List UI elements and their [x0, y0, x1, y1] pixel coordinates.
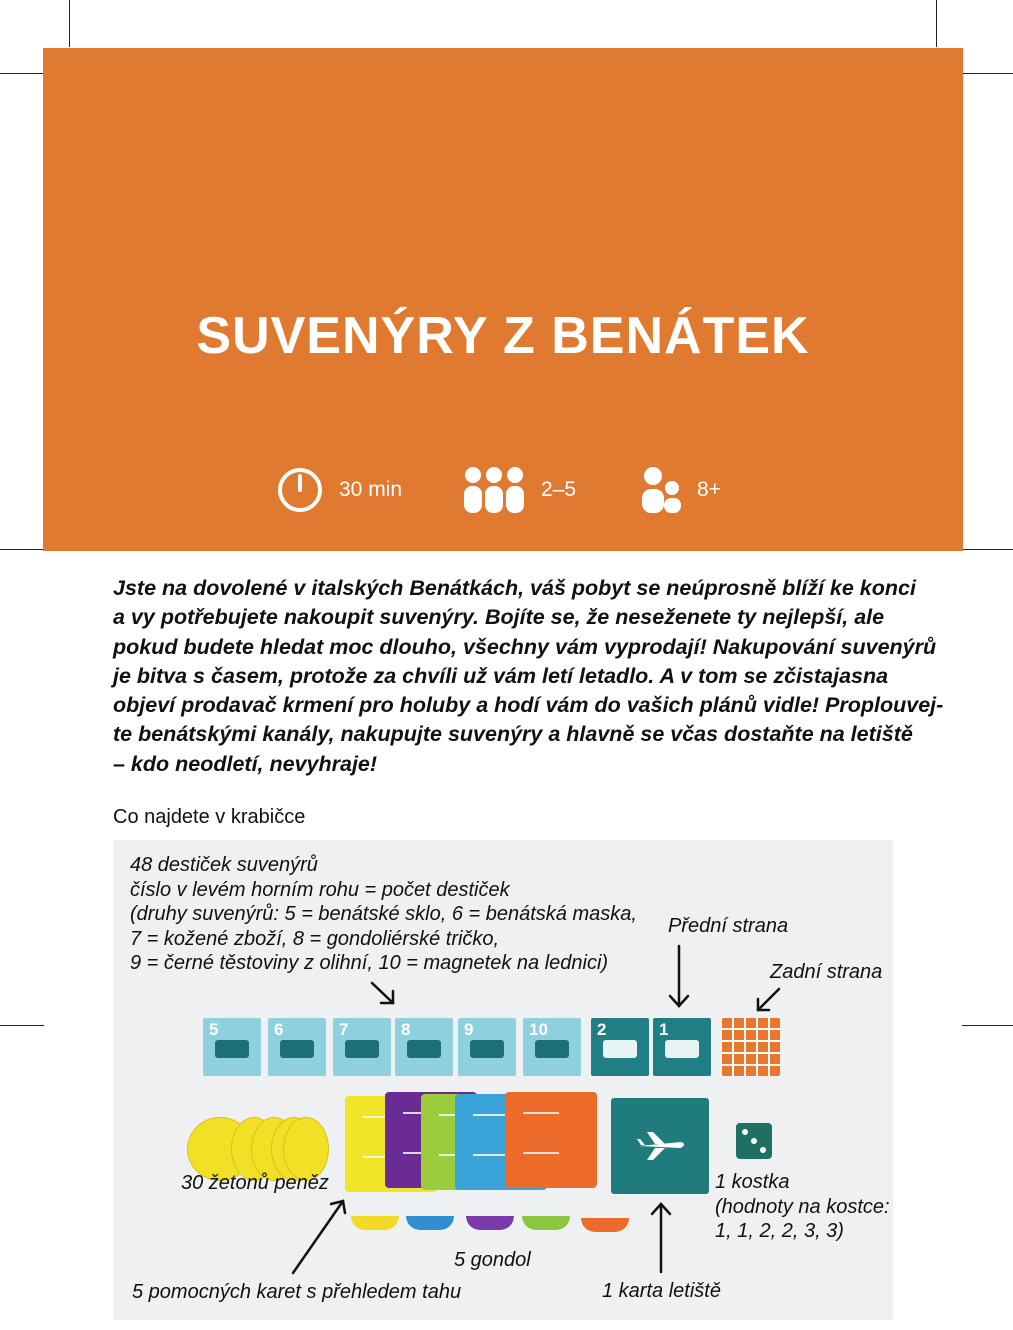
- page-title: SUVENÝRY Z BENÁTEK: [196, 307, 810, 365]
- souvenir-tile: 5: [203, 1018, 261, 1076]
- intro-line: je bitva s časem, protože za chvíli už vám letí letadlo. A v tom se zčistajasna: [113, 663, 889, 688]
- gondola: [406, 1216, 454, 1230]
- tile-back-side: [722, 1018, 780, 1076]
- crop-mark: [936, 0, 937, 47]
- intro-line: Jste na dovolené v italských Benátkách, váš pobyt se neúprosně blíží ke konci: [113, 576, 916, 600]
- play-time: [277, 460, 402, 520]
- back-side-caption: Zadní strana: [770, 961, 883, 983]
- player-age-value: 8+: [697, 478, 721, 501]
- souvenir-tile: 9: [458, 1018, 516, 1076]
- clock-icon: [277, 467, 323, 513]
- player-count-value: 2–5: [541, 478, 577, 501]
- airport-card: [611, 1098, 709, 1194]
- title-banner: [43, 48, 963, 551]
- die-caption: 1 kostka (hodnoty na kostce: 1, 1, 2, 2, 3, 3): [715, 1171, 890, 1242]
- crop-mark: [0, 549, 44, 550]
- crop-mark: [962, 549, 1013, 550]
- front-side-caption: Přední strana: [668, 915, 789, 937]
- airplane-icon: [611, 1098, 709, 1194]
- crop-mark: [962, 1025, 1013, 1026]
- gondolas-caption: 5 gondol: [454, 1249, 531, 1271]
- player-count: [463, 460, 576, 520]
- intro-line: – kdo neodletí, nevyhraje!: [113, 751, 378, 776]
- intro-line: pokud budete hledat moc dlouho, všechny vám vyprodají! Nakupování suvenýrů: [113, 634, 937, 659]
- contents-heading: Co najdete v krabičce: [113, 806, 306, 828]
- crop-mark: [69, 0, 70, 47]
- tiles-caption: 48 destiček suvenýrů číslo v levém horním rohu = počet destiček (druhy suvenýrů: 5 = benátské sklo, 6 = benátská maska, 7 = kožené zboží, 8 = gondoliérské tričko, 9 = černé těstoviny z olihní, 10 = magnetek na lednici): [130, 854, 637, 974]
- players-icon: [463, 467, 525, 513]
- souvenir-tile: 7: [333, 1018, 391, 1076]
- play-time-value: 30 min: [339, 478, 403, 501]
- souvenir-tile: 8: [395, 1018, 453, 1076]
- seller-tile-front: 1: [653, 1018, 711, 1076]
- souvenir-tile: 6: [268, 1018, 326, 1076]
- crop-mark: [0, 73, 44, 74]
- airport-caption: 1 karta letiště: [602, 1280, 721, 1302]
- intro-line: te benátskými kanály, nakupujte suvenýry a hlavně se včas dostaňte na letiště: [113, 722, 913, 747]
- age-icon: [641, 467, 681, 513]
- overview-card: [505, 1092, 597, 1188]
- coins-caption: 30 žetonů peněz: [181, 1172, 329, 1194]
- gondola: [351, 1216, 399, 1230]
- intro-line: objeví prodavač krmení pro holuby a hodí vám do vašich plánů vidle! Proplouvej-: [113, 693, 944, 718]
- crop-mark: [0, 1025, 44, 1026]
- cards-caption: 5 pomocných karet s přehledem tahu: [132, 1281, 462, 1303]
- intro-paragraph: [113, 574, 944, 779]
- souvenir-tile: 10: [523, 1018, 581, 1076]
- pigeon-tile: 2: [591, 1018, 649, 1076]
- gondola: [581, 1218, 629, 1232]
- intro-line: a vy potřebujete nakoupit suvenýry. Bojíte se, že neseženete ty nejlepší, ale: [113, 605, 885, 630]
- player-age: [641, 460, 721, 520]
- crop-mark: [962, 73, 1013, 74]
- box-contents-photo: [113, 840, 893, 1320]
- gondola: [522, 1216, 570, 1230]
- die: [736, 1123, 772, 1159]
- gondola: [466, 1216, 514, 1230]
